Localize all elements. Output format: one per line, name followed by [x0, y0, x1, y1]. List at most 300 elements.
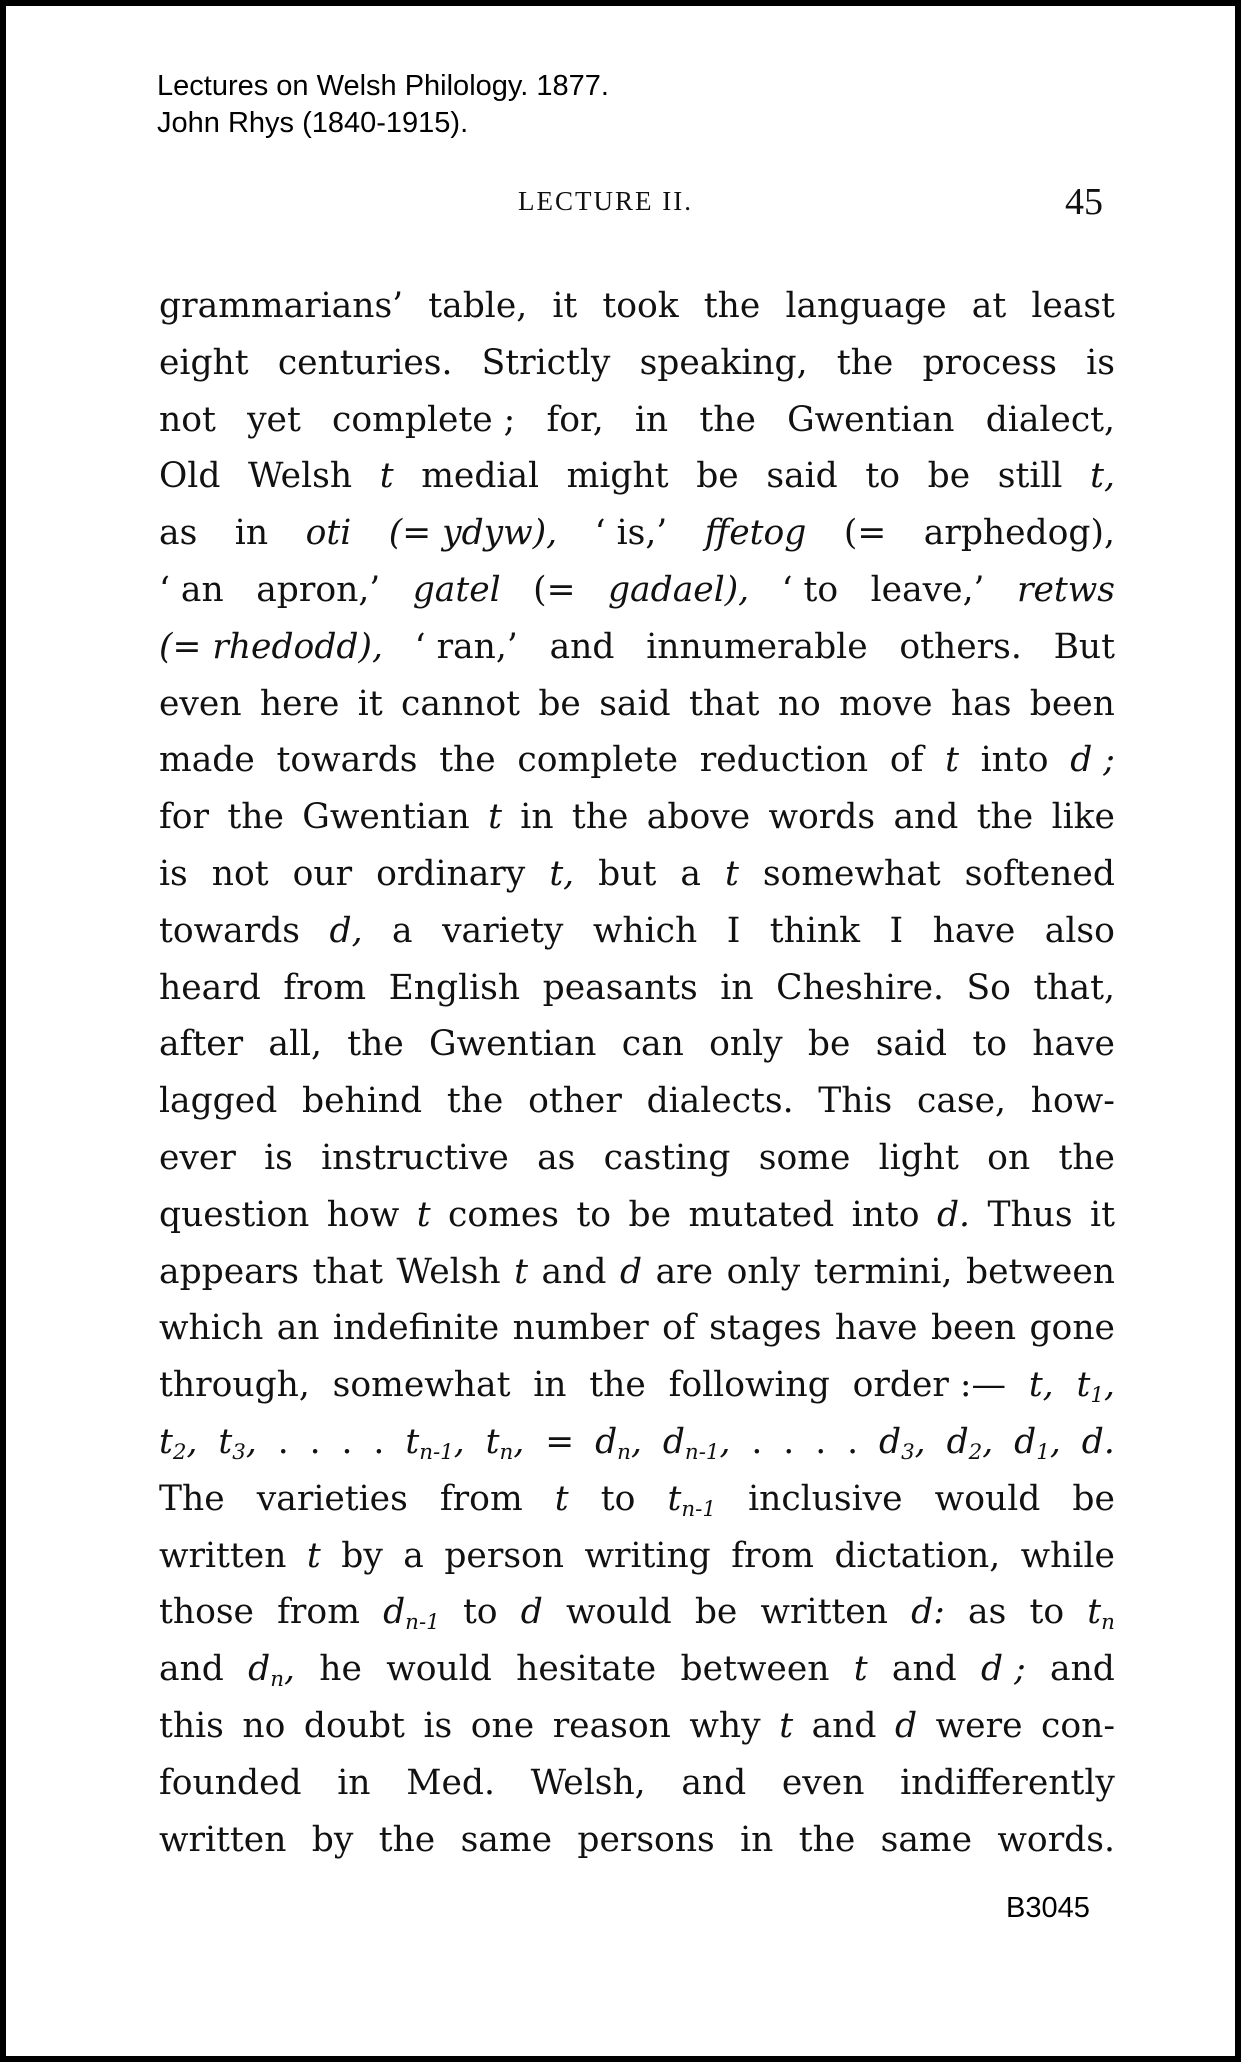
word: d,: [329, 910, 363, 951]
word: t: [416, 1194, 431, 1235]
word: no: [242, 1705, 286, 1746]
word: made: [159, 740, 255, 781]
word: written: [159, 1535, 287, 1576]
word: gadael),: [607, 569, 750, 610]
word: Strictly: [481, 342, 611, 383]
word: that: [312, 1251, 383, 1292]
word: and: [893, 797, 959, 838]
text-line: [159, 335, 1115, 392]
word: d: [895, 1705, 918, 1746]
word: retws: [1016, 569, 1115, 610]
word: $d_n$,: [248, 1649, 295, 1693]
word: by: [341, 1535, 383, 1576]
word: (=: [843, 513, 887, 554]
word: $d_3$,: [878, 1421, 926, 1465]
word: .: [751, 1421, 763, 1462]
word: other: [528, 1081, 622, 1122]
text-line: [159, 676, 1115, 733]
word: and: [549, 626, 615, 667]
word: for: [159, 797, 210, 838]
word: to: [865, 456, 901, 497]
word: Cheshire.: [776, 967, 944, 1008]
word: t: [379, 456, 394, 497]
word: of: [889, 740, 924, 781]
word: towards: [159, 910, 301, 951]
text-line: [159, 1414, 1115, 1471]
word: from: [277, 1592, 360, 1633]
word: cannot: [401, 683, 520, 724]
word: in: [720, 967, 754, 1008]
running-head: LECTURE II.: [518, 186, 693, 216]
word: .: [847, 1421, 859, 1462]
word: and: [891, 1649, 957, 1690]
word: d: [520, 1592, 543, 1633]
word: $d_2$,: [946, 1421, 994, 1465]
word: in: [634, 399, 669, 440]
word: stages: [709, 1308, 822, 1349]
word: light: [878, 1137, 959, 1178]
word: here: [259, 683, 340, 724]
text-line: [159, 1244, 1115, 1301]
word: and: [1050, 1649, 1115, 1690]
word: lagged: [159, 1081, 278, 1122]
word: This: [818, 1081, 893, 1122]
source-citation: [157, 68, 609, 142]
word: be: [807, 1024, 851, 1065]
word: persons: [577, 1819, 715, 1860]
source-author-line: John Rhys (1840-1915).: [157, 107, 469, 139]
word: has: [950, 683, 1012, 724]
word: varieties: [256, 1478, 408, 1519]
word: might: [566, 456, 669, 497]
word: t,: [549, 853, 575, 894]
word: termini,: [813, 1251, 953, 1292]
word: (= rhedodd),: [159, 626, 383, 667]
word: founded: [159, 1762, 302, 1803]
word: to: [972, 1024, 1007, 1065]
word: doubt: [303, 1705, 405, 1746]
word: Thus: [987, 1194, 1073, 1235]
word: between: [966, 1251, 1115, 1292]
word: and: [681, 1762, 747, 1803]
word: a: [392, 910, 413, 951]
word: =: [545, 1421, 575, 1462]
word: it: [357, 683, 383, 724]
word: the: [798, 1819, 856, 1860]
word: only: [709, 1024, 783, 1065]
word: t,: [1028, 1365, 1054, 1406]
text-line: [159, 1471, 1115, 1528]
word: the: [703, 286, 761, 326]
text-line: [159, 1016, 1115, 1073]
word: to: [1029, 1592, 1065, 1633]
word: for,: [546, 399, 604, 440]
word: at: [971, 286, 1007, 326]
word: table,: [428, 286, 528, 326]
word: between: [680, 1649, 830, 1690]
word: words: [768, 797, 876, 838]
word: not: [211, 853, 269, 894]
word: and: [811, 1705, 877, 1746]
word: words.: [997, 1819, 1115, 1860]
page-number: 45: [1065, 181, 1103, 223]
word: casting: [603, 1137, 731, 1178]
word: some: [758, 1137, 851, 1178]
word: only: [726, 1251, 801, 1292]
word: the: [347, 1024, 404, 1065]
word: from: [731, 1535, 814, 1576]
word: Gwentian: [429, 1024, 597, 1065]
word: following: [668, 1365, 830, 1406]
word: d ;: [981, 1649, 1026, 1690]
word: t: [779, 1705, 794, 1746]
word: reason: [552, 1705, 671, 1746]
word: I: [726, 910, 741, 951]
word: it: [552, 286, 578, 326]
text-line: [159, 903, 1115, 960]
source-title-line: Lectures on Welsh Philology. 1877.: [157, 70, 609, 102]
word: complete: [517, 740, 679, 781]
word: $t_2$,: [159, 1421, 198, 1465]
word: hesitate: [516, 1649, 657, 1690]
word: in: [533, 1365, 567, 1406]
word: gatel: [412, 569, 501, 610]
text-line: [159, 1698, 1115, 1755]
word: in: [520, 797, 554, 838]
word: those: [159, 1592, 254, 1633]
word: it: [1090, 1194, 1115, 1235]
word: to: [462, 1592, 498, 1633]
word: in: [234, 513, 269, 554]
word: The: [159, 1478, 225, 1519]
word: after: [159, 1024, 244, 1065]
word: medial: [421, 456, 540, 497]
word: same: [880, 1819, 973, 1860]
text-line: [159, 278, 1115, 335]
word: the: [439, 740, 496, 781]
word: Gwentian: [787, 399, 955, 440]
word: how: [326, 1194, 400, 1235]
word: like: [1051, 797, 1115, 838]
word: con-: [1041, 1705, 1115, 1746]
word: can: [621, 1024, 684, 1065]
word: and: [159, 1649, 224, 1690]
word: innumerable: [646, 626, 868, 667]
word: somewhat: [762, 853, 941, 894]
word: $d_n$,: [595, 1421, 642, 1465]
word: dialect,: [985, 399, 1115, 440]
word: d:: [911, 1592, 945, 1633]
word: $t_3$,: [218, 1421, 257, 1465]
word: in: [337, 1762, 371, 1803]
word: order :—: [852, 1365, 1007, 1406]
word: towards: [276, 740, 418, 781]
text-line: [159, 1073, 1115, 1130]
word: even: [159, 683, 242, 724]
word: heard: [159, 967, 261, 1008]
text-line: [159, 505, 1115, 562]
word: peasants: [542, 967, 698, 1008]
word: mutated: [688, 1194, 835, 1235]
word: is: [159, 853, 188, 894]
word: arphedog),: [923, 513, 1115, 554]
word: .: [309, 1421, 321, 1462]
word: be: [696, 456, 739, 497]
word: $d_{n-1}$: [383, 1592, 440, 1636]
text-line: [159, 789, 1115, 846]
word: above: [646, 797, 751, 838]
word: d.: [936, 1194, 971, 1235]
word: instructive: [321, 1137, 509, 1178]
word: the: [976, 797, 1034, 838]
word: .: [277, 1421, 289, 1462]
word: the: [699, 399, 756, 440]
word: $t_n$,: [485, 1421, 525, 1465]
word: dialects.: [646, 1081, 794, 1122]
word: t: [554, 1478, 569, 1519]
word: are: [655, 1251, 714, 1292]
word: as: [159, 513, 198, 554]
word: even: [781, 1762, 865, 1803]
word: ‘ to: [781, 569, 839, 610]
word: have: [834, 1308, 918, 1349]
word: while: [1020, 1535, 1115, 1576]
word: but: [598, 853, 657, 894]
word: into: [980, 740, 1049, 781]
word: t: [724, 853, 739, 894]
word: as: [537, 1137, 576, 1178]
word: complete ;: [332, 399, 516, 440]
word: from: [283, 967, 367, 1008]
word: variety: [442, 910, 564, 951]
word: ‘ is,’: [594, 513, 668, 554]
word: which: [159, 1308, 264, 1349]
word: .: [783, 1421, 795, 1462]
word: is: [1086, 342, 1115, 383]
word: a: [403, 1535, 424, 1576]
word: be: [927, 456, 971, 497]
word: the: [378, 1819, 436, 1860]
word: this: [159, 1705, 224, 1746]
word: be: [1072, 1478, 1115, 1519]
word: through,: [159, 1365, 310, 1406]
word: ‘ ran,’: [414, 626, 518, 667]
word: from: [439, 1478, 523, 1519]
text-line: [159, 1755, 1115, 1812]
text-line: [159, 562, 1115, 619]
word: English: [388, 967, 521, 1008]
word: appears: [159, 1251, 299, 1292]
word: why: [689, 1705, 761, 1746]
word: So: [966, 967, 1011, 1008]
word: is: [264, 1137, 293, 1178]
word: d.: [1081, 1421, 1115, 1462]
word: which: [592, 910, 698, 951]
text-line: [159, 1641, 1115, 1698]
word: be: [628, 1194, 672, 1235]
word: yet: [247, 399, 301, 440]
word: I: [889, 910, 904, 951]
word: softened: [964, 853, 1115, 894]
text-line: [159, 1187, 1115, 1244]
word: same: [460, 1819, 552, 1860]
word: $d_1$,: [1014, 1421, 1061, 1465]
word: took: [602, 286, 679, 326]
text-line: [159, 1812, 1115, 1869]
word: Gwentian: [302, 797, 470, 838]
word: is: [423, 1705, 453, 1746]
word: think: [769, 910, 861, 951]
word: have: [932, 910, 1016, 951]
word: gone: [1029, 1308, 1115, 1349]
word: move: [839, 683, 933, 724]
text-line: [159, 1357, 1115, 1414]
word: one: [470, 1705, 535, 1746]
word: Welsh: [248, 456, 353, 497]
word: as: [968, 1592, 1007, 1633]
word: speaking,: [639, 342, 808, 383]
word: to: [576, 1194, 612, 1235]
word: $t_n$: [1087, 1592, 1115, 1636]
text-line: [159, 1528, 1115, 1585]
word: d ;: [1070, 740, 1115, 781]
word: Welsh,: [530, 1762, 646, 1803]
word: no: [777, 683, 821, 724]
word: all,: [268, 1024, 322, 1065]
word: comes: [448, 1194, 559, 1235]
word: indefinite: [332, 1308, 500, 1349]
word: not: [159, 399, 216, 440]
word: the: [446, 1081, 504, 1122]
word: how-: [1030, 1081, 1115, 1122]
word: ‘ an: [159, 569, 224, 610]
word: said: [599, 683, 671, 724]
word: Welsh: [396, 1251, 501, 1292]
word: an: [276, 1308, 320, 1349]
word: that,: [1033, 967, 1115, 1008]
word: case,: [917, 1081, 1006, 1122]
word: indifferently: [900, 1762, 1115, 1803]
word: process: [922, 342, 1057, 383]
catalog-number: B3045: [1006, 1892, 1090, 1924]
word: apron,’: [256, 569, 381, 610]
word: centuries.: [277, 342, 453, 383]
word: the: [589, 1365, 646, 1406]
word: said: [766, 456, 838, 497]
word: reduction: [699, 740, 869, 781]
word: written: [760, 1592, 888, 1633]
word: least: [1031, 286, 1115, 326]
word: of: [662, 1308, 696, 1349]
word: would: [566, 1592, 672, 1633]
text-line: [159, 619, 1115, 676]
word: But: [1053, 626, 1115, 667]
word: t: [945, 740, 959, 781]
word: (= ydyw),: [388, 513, 558, 554]
word: person: [444, 1535, 565, 1576]
word: t: [306, 1535, 321, 1576]
word: ordinary: [376, 853, 526, 894]
text-line: [159, 846, 1115, 903]
word: a: [680, 853, 701, 894]
word: by: [311, 1819, 354, 1860]
word: dictation,: [834, 1535, 1001, 1576]
text-line: [159, 1130, 1115, 1187]
word: the: [1058, 1137, 1115, 1178]
word: the: [571, 797, 629, 838]
word: also: [1044, 910, 1115, 951]
word: $t_{n-1}$,: [405, 1421, 465, 1465]
word: that: [688, 683, 760, 724]
word: to: [600, 1478, 636, 1519]
word: oti: [305, 513, 352, 554]
word: be: [538, 683, 581, 724]
word: others.: [899, 626, 1022, 667]
text-line: [159, 448, 1115, 505]
word: were: [935, 1705, 1023, 1746]
word: question: [159, 1194, 310, 1235]
word: .: [373, 1421, 385, 1462]
word: be: [694, 1592, 738, 1633]
word: ffetog: [704, 513, 807, 554]
word: t: [853, 1649, 868, 1690]
word: been: [1029, 683, 1115, 724]
word: somewhat: [332, 1365, 511, 1406]
word: would: [934, 1478, 1041, 1519]
word: Old: [159, 456, 221, 497]
word: $t_{n-1}$: [667, 1478, 716, 1522]
word: our: [292, 853, 353, 894]
word: written: [159, 1819, 287, 1860]
word: ever: [159, 1137, 236, 1178]
word: t: [488, 797, 502, 838]
word: d: [619, 1251, 643, 1292]
word: and: [541, 1251, 607, 1292]
word: inclusive: [748, 1478, 903, 1519]
text-line: [159, 392, 1115, 449]
word: .: [815, 1421, 827, 1462]
text-line: [159, 732, 1115, 789]
word: into: [851, 1194, 920, 1235]
word: still: [997, 456, 1063, 497]
word: number: [512, 1308, 649, 1349]
text-line: [159, 960, 1115, 1017]
word: would: [386, 1649, 492, 1690]
word: he: [319, 1649, 362, 1690]
word: the: [836, 342, 894, 383]
text-line: [159, 1584, 1115, 1641]
word: t: [514, 1251, 528, 1292]
word: language: [785, 286, 947, 326]
word: (=: [533, 569, 576, 610]
word: grammarians’: [159, 286, 404, 326]
text-line: [159, 1300, 1115, 1357]
word: $t_1$,: [1076, 1365, 1115, 1409]
word: leave,’: [870, 569, 985, 610]
word: behind: [302, 1081, 423, 1122]
body-text: [159, 278, 1115, 1868]
word: in: [740, 1819, 774, 1860]
word: the: [227, 797, 284, 838]
word: have: [1032, 1024, 1115, 1065]
word: $d_{n-1}$,: [662, 1421, 731, 1465]
word: said: [875, 1024, 948, 1065]
word: eight: [159, 342, 249, 383]
word: writing: [584, 1535, 711, 1576]
word: on: [987, 1137, 1031, 1178]
word: t,: [1090, 456, 1115, 497]
word: been: [930, 1308, 1017, 1349]
